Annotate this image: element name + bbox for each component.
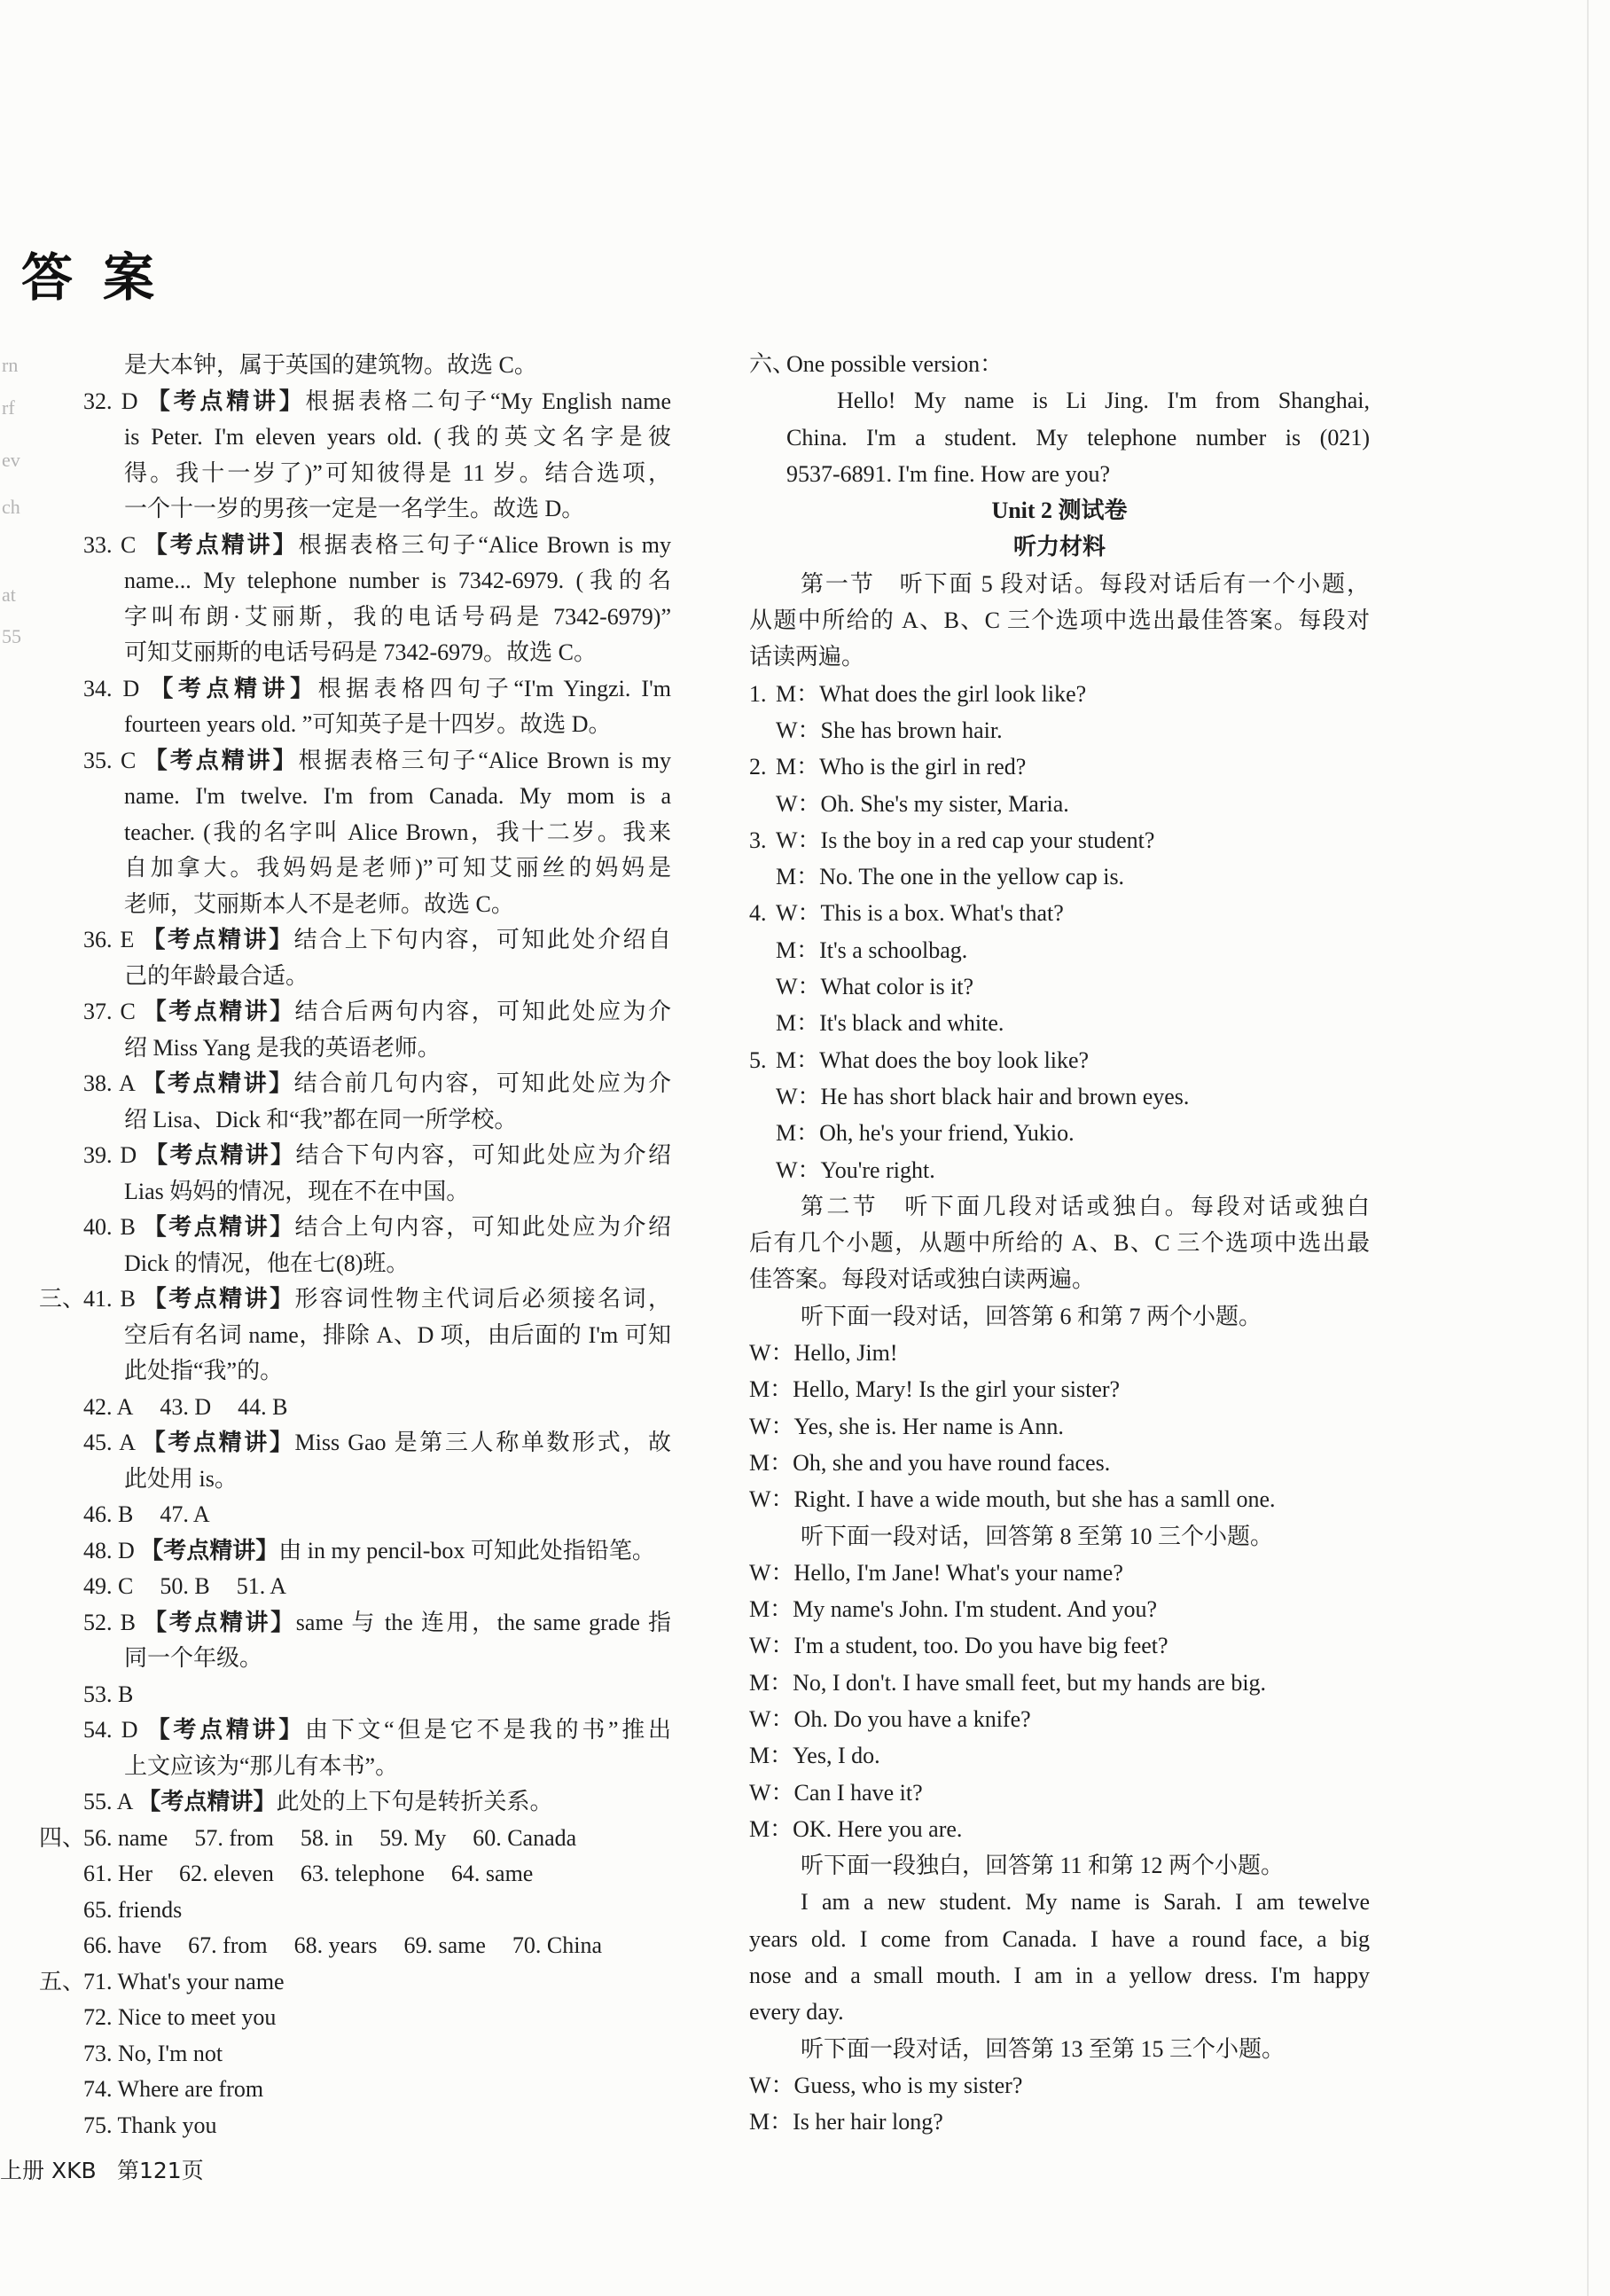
answer-item (0, 1425, 671, 1497)
paragraph-line: every day. (749, 1999, 844, 2026)
listening-instruction: 听下面一段独白，回答第 11 和第 12 两个小题。 (801, 1853, 1285, 1879)
answer-item (0, 994, 671, 1066)
answer-cell: 49. C (83, 1573, 134, 1599)
dialogue-line: W：Can I have it? (749, 1779, 923, 1806)
answer-text-line: is Peter. I'm eleven years old. (我的英文名字是彼 (124, 424, 671, 450)
answer-text-line: teacher. (我的名字叫 Alice Brown，我十二岁。我来 (124, 819, 671, 845)
answer-row (0, 1497, 671, 1533)
explanation-tag: 【考点精讲】 (140, 1537, 279, 1564)
answer-text-line: 空后有名词 name，排除 A、D 项，由后面的 I'm 可知 (124, 1321, 671, 1348)
dialogue-line: W：I'm a student, too. Do you have big feet? (749, 1633, 1168, 1659)
answer-explanation: Miss Gao 是第三人称单数形式，故 (294, 1430, 671, 1455)
answer-text-line: name... My telephone number is 7342-6979. (我的名 (124, 568, 671, 593)
listening-instruction: 听下面一段对话，回答第 6 和第 7 两个小题。 (801, 1303, 1262, 1329)
answer-item (0, 348, 671, 384)
answer-row-item (0, 1497, 671, 1533)
dialogue-line: M：My name's John. I'm student. And you? (749, 1596, 1158, 1623)
answer-first-line (0, 1784, 671, 1821)
explanation-tag: 【考点精讲】 (143, 999, 295, 1025)
answer-item (0, 1712, 671, 1784)
paragraph-line: 后有几个小题，从题中所给的 A、B、C 三个选项中选出最 (749, 1230, 1370, 1257)
answer-text-line: 一个十一岁的男孩一定是一名学生。故选 D。 (124, 496, 585, 521)
answer-text-line: name. I'm twelve. I'm from Canada. My mom is a (124, 783, 671, 809)
dialogue-first-line (749, 676, 1370, 712)
answer-number: 35. C (83, 747, 137, 773)
dialog-block (749, 676, 1370, 749)
answer-cell: 63. telephone (300, 1861, 425, 1886)
dialogue-line: M：OK. Here you are. (749, 1815, 963, 1842)
answer-number: 45. A (83, 1430, 135, 1455)
answer-row-item (0, 1677, 671, 1713)
answer-explanation: 形容词性物主代词后必须接名词， (294, 1286, 671, 1312)
para-block (749, 1188, 1370, 1298)
script-block (749, 1555, 1370, 1847)
answer-column-right (749, 346, 1370, 2141)
answer-first-line (0, 671, 671, 708)
answer-number: 37. C (83, 999, 136, 1024)
answer-text-line: fourteen years old. ”可知英子是十四岁。故选 D。 (124, 711, 612, 737)
answer-row-item (0, 2000, 671, 2036)
para-block (749, 566, 1370, 676)
answer-row (0, 1677, 671, 1713)
paragraph-line: 佳答案。每段对话或独白读两遍。 (749, 1266, 1096, 1293)
answer-explanation: 根据表格三句子“Alice Brown is my (298, 747, 672, 773)
dialogue-line: M：Yes, I do. (749, 1743, 880, 1769)
script-block (749, 1335, 1370, 1517)
answer-cell: 50. B (160, 1573, 210, 1599)
answer-row-item (0, 2036, 671, 2073)
answer-cell: 62. eleven (178, 1861, 274, 1886)
dialogue-number: 3. (749, 827, 767, 853)
answer-cell: 66. have (83, 1932, 162, 1958)
dialogue-line: W：Is the boy in a red cap your student? (776, 827, 1155, 853)
section-heading-line (749, 346, 1370, 382)
answer-cell: 68. years (293, 1932, 378, 1958)
answer-row (0, 1892, 671, 1929)
dialogue-line: M：What does the girl look like? (776, 680, 1087, 707)
note-block (749, 1298, 1370, 1335)
answer-number: 40. B (83, 1214, 136, 1240)
dialogue-line: M：What does the boy look like? (776, 1046, 1090, 1073)
dialogue-first-line (749, 895, 1370, 931)
answer-number: 48. D (83, 1537, 135, 1563)
dialogue-line: W：Guess, who is my sister? (749, 2072, 1023, 2098)
footer-volume: 上册 (0, 2158, 45, 2183)
answer-cell: 46. B (83, 1501, 134, 1527)
para-block (749, 1884, 1370, 2030)
answer-cell: 56. name (83, 1824, 168, 1851)
dialogue-line: W：Oh. She's my sister, Maria. (776, 790, 1069, 817)
answer-cell: 70. China (512, 1932, 603, 1958)
answer-text-line: 老师，艾丽斯本人不是老师。故选 C。 (124, 890, 514, 917)
section-title: Unit 2 测试卷 (991, 498, 1128, 524)
answer-text-line: 同一个年级。 (124, 1645, 263, 1671)
edge-fragment: ev (2, 449, 20, 471)
answer-cell: 75. Thank you (83, 2112, 217, 2138)
answer-row-item (0, 1964, 671, 2001)
answer-cell: 61. Her (83, 1861, 152, 1886)
dialogue-line: W：He has short black hair and brown eyes. (776, 1083, 1190, 1109)
answer-first-line (0, 1210, 671, 1246)
answer-number: 55. A (83, 1789, 132, 1814)
answer-first-line (0, 1712, 671, 1749)
answer-explanation: 根据表格二句子“My English name (305, 388, 671, 414)
explanation-tag: 【考点精讲】 (142, 1430, 295, 1456)
answer-explanation: 由 in my pencil-box 可知此处指铅笔。 (278, 1537, 655, 1563)
dialogue-line: M：Who is the girl in red? (776, 754, 1027, 780)
answer-explanation: 结合上下句内容，可知此处介绍自 (293, 927, 671, 952)
edge-fragment: rf (2, 396, 15, 419)
answer-row-item (0, 2108, 671, 2144)
dialogue-line: M：Is her hair long? (749, 2109, 943, 2135)
heading-block (749, 492, 1370, 529)
answer-number: 34. D (83, 675, 140, 701)
dialog-block (749, 895, 1370, 1041)
answer-cell: 43. D (160, 1393, 212, 1420)
dialogue-line: W：Hello, I'm Jane! What's your name? (749, 1559, 1123, 1586)
answer-row-item (0, 1569, 671, 1605)
answer-item (0, 1605, 671, 1677)
answer-row-item (0, 1821, 671, 1857)
answer-cell: 71. What's your name (83, 1968, 285, 1994)
page-edge-shadow (1587, 0, 1589, 2296)
sec-block (749, 346, 1370, 382)
answer-first-line (0, 528, 671, 564)
answer-item (0, 671, 671, 743)
answer-cell: 72. Nice to meet you (83, 2004, 277, 2030)
dialogue-number: 1. (749, 680, 767, 707)
answer-row-item (0, 1390, 671, 1426)
dialogue-line: W：What color is it? (776, 974, 974, 1000)
explanation-tag: 【考点精讲】 (146, 1717, 305, 1744)
answer-item (0, 1066, 671, 1138)
dialog-block (749, 822, 1370, 896)
answer-cell: 44. B (238, 1393, 288, 1420)
answer-item (0, 384, 671, 528)
edge-fragment: at (2, 584, 16, 606)
dialog-block (749, 748, 1370, 822)
answer-cell: 58. in (300, 1824, 354, 1851)
answer-explanation: 此处的上下句是转折关系。 (276, 1789, 553, 1814)
sample-essay-line: China. I'm a student. My telephone number is (021) (786, 424, 1370, 451)
answer-explanation: 由下文“但是它不是我的书”推出 (304, 1717, 671, 1743)
answer-explanation: 根据表格三句子“Alice Brown is my (298, 531, 672, 558)
section-label: 五、 (39, 1968, 86, 1994)
paragraph-line: 从题中所给的 A、B、C 三个选项中选出最佳答案。每段对 (749, 607, 1370, 634)
answer-row (0, 1928, 671, 1964)
answer-item (0, 922, 671, 994)
answer-first-line (0, 1281, 671, 1318)
answer-row (0, 2072, 671, 2108)
dialogue-line: M：No. The one in the yellow cap is. (776, 864, 1125, 890)
explanation-tag: 【考点精讲】 (142, 927, 294, 953)
answer-explanation: 结合上句内容，可知此处应为介绍 (294, 1214, 671, 1240)
dialogue-first-line (749, 748, 1370, 785)
answer-text-line: 己的年龄最合适。 (124, 962, 309, 989)
answer-first-line (0, 1425, 671, 1461)
answer-first-line (0, 384, 671, 420)
explanation-tag: 【考点精讲】 (144, 747, 299, 774)
answer-text-line: 可知艾丽斯的电话号码是 7342-6979。故选 C。 (124, 639, 598, 665)
answer-cell: 67. from (188, 1932, 268, 1958)
section-label: 三、 (39, 1286, 86, 1312)
note-block (749, 2031, 1370, 2067)
essay-block (749, 382, 1370, 492)
dialogue-line: W：Hello, Jim! (749, 1340, 898, 1367)
answer-number: 52. B (83, 1609, 136, 1635)
sample-essay-line: Hello! My name is Li Jing. I'm from Shanghai, (837, 388, 1370, 414)
paragraph-line: 第一节 听下面 5 段对话。每段对话后有一个小题， (801, 570, 1370, 597)
answer-cell: 69. same (403, 1932, 486, 1958)
explanation-tag: 【考点精讲】 (145, 1142, 296, 1169)
answer-text-line: 自加拿大。我妈妈是老师)”可知艾丽丝的妈妈是 (124, 855, 671, 881)
answer-item (0, 1533, 671, 1570)
dialogue-number: 4. (749, 900, 767, 927)
script-block (749, 2067, 1370, 2141)
paragraph-line: 话读两遍。 (749, 644, 865, 670)
paragraph-line: 第二节 听下面几段对话或独白。每段对话或独白 (801, 1193, 1370, 1219)
answer-row (0, 2036, 671, 2073)
section-text: One possible version： (786, 351, 1004, 377)
answer-item (0, 528, 671, 671)
answer-first-line (0, 1066, 671, 1102)
answer-first-line (0, 1605, 671, 1642)
answer-text-line: 是大本钟，属于英国的建筑物。故选 C。 (124, 352, 537, 378)
answer-row-item (0, 1928, 671, 1964)
answer-number: 38. A (83, 1070, 135, 1096)
dialogue-number: 5. (749, 1046, 767, 1073)
answer-first-line (0, 994, 671, 1030)
answer-cell: 65. friends (83, 1896, 183, 1923)
answer-number: 39. D (83, 1142, 137, 1168)
answer-cell: 59. My (379, 1824, 447, 1851)
heading-block (749, 529, 1370, 565)
answer-text-line: 绍 Miss Yang 是我的英语老师。 (124, 1034, 441, 1061)
answer-item (0, 743, 671, 923)
listening-instruction: 听下面一段对话，回答第 8 至第 10 三个小题。 (801, 1523, 1274, 1549)
answer-text-line: Lias 妈妈的情况，现在不在中国。 (124, 1178, 470, 1204)
explanation-tag: 【考点精讲】 (143, 1214, 295, 1241)
edge-fragment: 55 (2, 625, 21, 647)
dialogue-first-line (749, 1042, 1370, 1078)
answer-item (0, 1210, 671, 1281)
answer-cell: 51. A (236, 1573, 287, 1599)
dialogue-line: M：Oh, he's your friend, Yukio. (776, 1120, 1075, 1147)
dialogue-line: W：This is a box. What's that? (776, 900, 1064, 927)
dialogue-line: W：Right. I have a wide mouth, but she has a samll one. (749, 1486, 1276, 1513)
answer-row-item (0, 1892, 671, 1929)
explanation-tag: 【考点精讲】 (142, 1070, 294, 1097)
answer-explanation: 结合下句内容，可知此处应为介绍 (295, 1142, 671, 1168)
paragraph-line: years old. I come from Canada. I have a round face, a big (749, 1925, 1370, 1952)
answer-text-line: 此处指“我”的。 (124, 1358, 284, 1383)
explanation-tag: 【考点精讲】 (144, 1609, 296, 1636)
dialogue-line: W：She has brown hair. (776, 717, 1003, 743)
explanation-tag: 【考点精讲】 (143, 1286, 295, 1313)
answer-text-line: 字叫布朗·艾丽斯，我的电话号码是 7342-6979)” (124, 603, 671, 630)
answer-row-item (0, 1856, 671, 1892)
explanation-tag: 【考点精讲】 (144, 531, 299, 559)
answer-row (0, 1964, 671, 2001)
answer-text-line: 上文应该为“那儿有本书”。 (124, 1752, 399, 1779)
section-title: 听力材料 (1012, 534, 1106, 560)
listening-instruction: 听下面一段对话，回答第 13 至第 15 三个小题。 (801, 2035, 1286, 2062)
dialogue-line: W：You're right. (776, 1156, 935, 1183)
answer-number: 36. E (83, 927, 135, 952)
dialogue-line: M：It's a schoolbag. (776, 936, 968, 963)
answer-number: 33. C (83, 531, 137, 558)
page-title: 答案 (21, 247, 185, 308)
answer-explanation: 根据表格四句子“I'm Yingzi. I'm (317, 675, 671, 701)
answer-text-line: 此处用 is。 (124, 1465, 238, 1492)
paragraph-line: nose and a small mouth. I am in a yellow dress. I'm happy (749, 1963, 1370, 1989)
answer-text-line: 得。我十一岁了)”可知彼得是 11 岁。结合选项， (124, 459, 671, 486)
answer-row-item (0, 2072, 671, 2108)
answer-cell: 73. No, I'm not (83, 2040, 223, 2066)
dialog-block (749, 1042, 1370, 1188)
dialogue-line: M：It's black and white. (776, 1010, 1004, 1037)
dialogue-line: M：Oh, she and you have round faces. (749, 1449, 1111, 1476)
answer-item (0, 1784, 671, 1821)
answer-item (0, 1281, 671, 1390)
answer-text-line: Dick 的情况，他在七(8)班。 (124, 1250, 410, 1276)
answer-explanation: 结合后两句内容，可知此处应为介 (294, 999, 671, 1024)
answer-first-line (0, 1533, 671, 1570)
edge-fragment: ch (2, 496, 20, 518)
explanation-tag: 【考点精讲】 (137, 1789, 277, 1815)
answer-cell: 60. Canada (473, 1824, 577, 1851)
answer-first-line (0, 743, 671, 780)
dialogue-line: W：Yes, she is. Her name is Ann. (749, 1413, 1064, 1439)
dialogue-first-line (749, 822, 1370, 858)
answer-row (0, 1390, 671, 1426)
note-block (749, 1847, 1370, 1884)
answer-cell: 53. B (83, 1681, 134, 1707)
answer-row (0, 1569, 671, 1605)
answer-cell: 57. from (194, 1824, 274, 1851)
answer-item (0, 1138, 671, 1210)
dialogue-number: 2. (749, 754, 767, 780)
edge-fragment: rn (2, 354, 19, 376)
answer-row (0, 1821, 671, 1857)
answer-number: 54. D (83, 1717, 138, 1743)
answer-column-left (0, 348, 671, 2143)
paragraph-line: I am a new student. My name is Sarah. I am tewelve (801, 1889, 1370, 1916)
answer-explanation: same 与 the 连用，the same grade 指 (295, 1609, 672, 1635)
note-block (749, 1518, 1370, 1555)
footer-code: XKB (51, 2158, 97, 2183)
explanation-tag: 【考点精讲】 (150, 675, 318, 702)
explanation-tag: 【考点精讲】 (146, 388, 306, 415)
answer-row (0, 2108, 671, 2144)
section-label: 六、 (749, 351, 796, 377)
answer-text-line: 绍 Lisa、Dick 和“我”都在同一所学校。 (124, 1106, 518, 1132)
answer-cell: 42. A (83, 1393, 134, 1420)
dialogue-line: W：Oh. Do you have a knife? (749, 1705, 1031, 1732)
answer-row (0, 2000, 671, 2036)
answer-cell: 47. A (160, 1501, 210, 1527)
dialogue-line: M：Hello, Mary! Is the girl your sister? (749, 1376, 1121, 1403)
answer-number: 41. B (83, 1286, 136, 1312)
sample-essay-line: 9537-6891. I'm fine. How are you? (786, 460, 1110, 487)
section-label: 四、 (39, 1824, 86, 1851)
answer-number: 32. D (83, 388, 138, 414)
footer-page-number: 第121页 (117, 2158, 204, 2183)
answer-first-line (0, 922, 671, 959)
dialogue-line: M：No, I don't. I have small feet, but my hands are big. (749, 1669, 1267, 1696)
answer-cell: 74. Where are from (83, 2076, 264, 2102)
answer-cell: 64. same (450, 1861, 534, 1886)
answer-explanation: 结合前几句内容，可知此处应为介 (293, 1070, 671, 1096)
answer-row (0, 1856, 671, 1892)
answer-first-line (0, 1138, 671, 1174)
